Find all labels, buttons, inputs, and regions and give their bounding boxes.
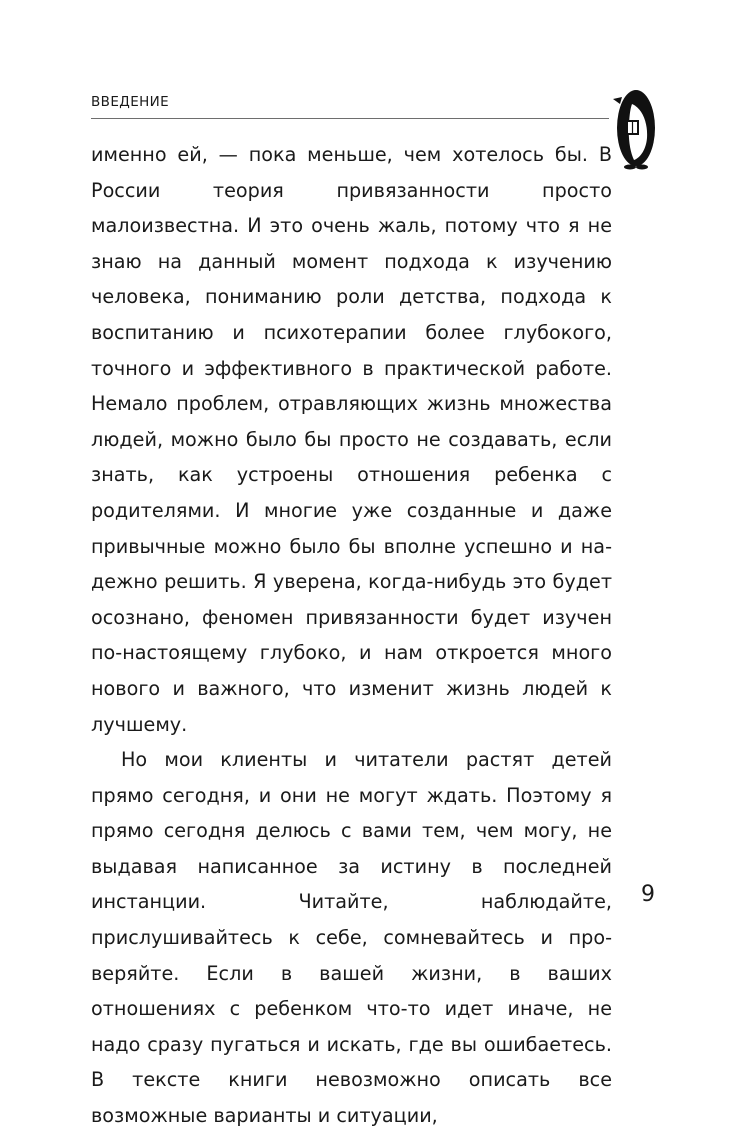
penguin-icon — [612, 82, 660, 172]
body-text — [91, 137, 612, 1134]
page-number: 9 — [641, 882, 655, 907]
paragraph-1: именно ей, — пока меньше, чем хотелось бы. В России теория привязанности просто малоизвестна. И это очень жаль, потому что я не знаю на данный момент подхода к изучению человека, пониманию роли детства, подхода к воспитанию и психотерапии более глубокого, точного и эффективного в практической работе. Немало проблем, отравляющих жизнь множества людей, можно было бы просто не создавать, если знать, как устроены отношения ребенка с родителями. И многие уже созданные и даже привычные можно было бы вполне успешно и надежно решить. Я уверена, когда-нибудь это будет осознано, феномен привязанности будет изучен по-настоящему глубоко, и нам откроется много нового и важного, что изменит жизнь людей к лучшему. — [91, 143, 612, 736]
running-head-title: ВВЕДЕНИЕ — [91, 94, 170, 110]
header-rule — [91, 118, 609, 119]
paragraph-2: Но мои клиенты и читатели растят детей прямо сегодня, и они не могут ждать. Поэтому я прямо сегодня делюсь с вами тем, чем могу, не выдавая написанное за истину в последней инстанции. Читайте, наблюдайте, прислушивайтесь к себе, сомневайтесь и проверяйте. Если в вашей жизни, в ваших отношениях с ребенком что-то идет иначе, не надо сразу пугаться и искать, где вы ошибаетесь. В тексте книги невозможно описать все возможные варианты и ситуации, — [91, 748, 612, 1128]
